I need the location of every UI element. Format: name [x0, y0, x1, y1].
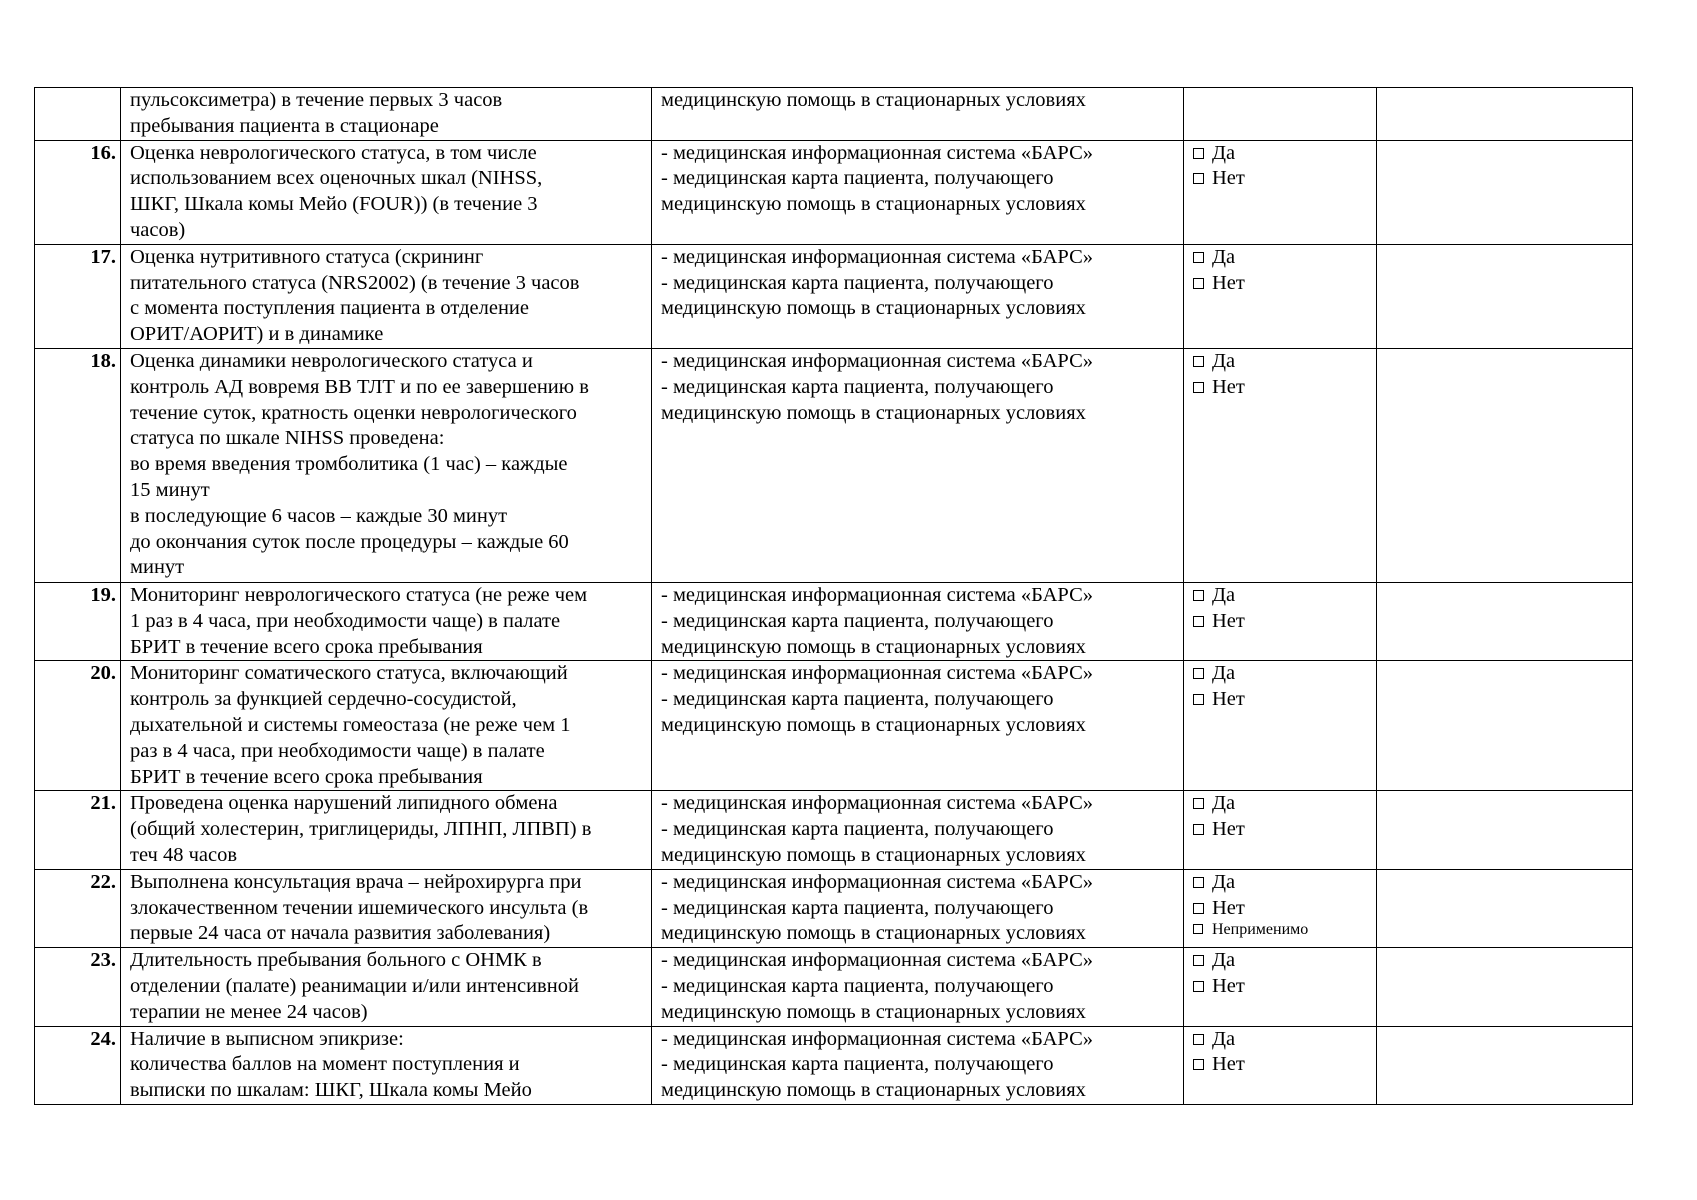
- notes-cell[interactable]: [1377, 948, 1633, 1026]
- checkbox-label: Нет: [1212, 1053, 1245, 1076]
- criterion-text-line: (общий холестерин, триглицериды, ЛПНП, ЛПВП) в: [130, 818, 592, 841]
- checkbox-icon[interactable]: [1193, 981, 1204, 992]
- criterion-cell: [121, 661, 652, 791]
- checkbox-label: Да: [1212, 1027, 1236, 1050]
- criterion-text-line: дыхательной и системы гомеостаза (не реже чем 1: [130, 713, 571, 736]
- source-text-line: - медицинская карта пациента, получающего: [661, 167, 1054, 190]
- criterion-text-line: Оценка нутритивного статуса (скрининг: [130, 245, 484, 268]
- source-text-line: медицинскую помощь в стационарных условиях: [661, 843, 1086, 866]
- source-text-line: - медицинская карта пациента, получающего: [661, 896, 1054, 919]
- notes-cell[interactable]: [1377, 348, 1633, 582]
- answer-cell: [1184, 88, 1377, 141]
- answer-checkbox-option[interactable]: [1193, 349, 1372, 375]
- row-number-cell: [35, 140, 121, 244]
- criterion-text-line: Наличие в выписном эпикризе:: [130, 1027, 404, 1050]
- checkbox-label: Да: [1212, 870, 1236, 893]
- criterion-text-line: ОРИТ/АОРИТ) и в динамике: [130, 323, 384, 346]
- criterion-text-line: Мониторинг соматического статуса, включающий: [130, 662, 568, 685]
- answer-checkbox-option[interactable]: [1193, 141, 1372, 167]
- checkbox-icon[interactable]: [1193, 694, 1204, 705]
- source-text-line: медицинскую помощь в стационарных условиях: [661, 193, 1086, 216]
- table-row: [35, 348, 1633, 582]
- checkbox-icon[interactable]: [1193, 1059, 1204, 1070]
- source-cell: [652, 1026, 1184, 1104]
- notes-cell[interactable]: [1377, 791, 1633, 869]
- checkbox-icon[interactable]: [1193, 924, 1203, 934]
- source-cell: [652, 869, 1184, 947]
- criterion-text-line: с момента поступления пациента в отделение: [130, 297, 529, 320]
- answer-checkbox-option[interactable]: [1193, 948, 1372, 974]
- checkbox-icon[interactable]: [1193, 148, 1204, 159]
- source-text-line: - медицинская карта пациента, получающего: [661, 1053, 1054, 1076]
- checkbox-icon[interactable]: [1193, 173, 1204, 184]
- checkbox-label: Нет: [1212, 167, 1245, 190]
- criterion-cell: [121, 869, 652, 947]
- table-row: [35, 948, 1633, 1026]
- checkbox-label: Да: [1212, 792, 1236, 815]
- checkbox-icon[interactable]: [1193, 668, 1204, 679]
- criterion-text-line: ШКГ, Шкала комы Мейо (FOUR)) (в течение 3: [130, 193, 538, 216]
- checkbox-icon[interactable]: [1193, 877, 1204, 888]
- source-text-line: - медицинская карта пациента, получающего: [661, 974, 1054, 997]
- row-number-cell: [35, 244, 121, 348]
- checkbox-icon[interactable]: [1193, 382, 1204, 393]
- criterion-cell: [121, 791, 652, 869]
- criterion-cell: [121, 948, 652, 1026]
- source-cell: [652, 88, 1184, 141]
- checkbox-icon[interactable]: [1193, 955, 1204, 966]
- answer-checkbox-option[interactable]: [1193, 375, 1372, 401]
- checkbox-icon[interactable]: [1193, 903, 1204, 914]
- checkbox-icon[interactable]: [1193, 252, 1204, 263]
- criterion-text-line: Оценка динамики неврологического статуса и: [130, 349, 533, 372]
- source-text-line: медицинскую помощь в стационарных условиях: [661, 401, 1086, 424]
- row-number: 23.: [90, 949, 116, 972]
- table-row: [35, 791, 1633, 869]
- row-number: 22.: [90, 870, 116, 893]
- criterion-text-line: первые 24 часа от начала развития заболевания): [130, 922, 551, 945]
- answer-checkbox-option[interactable]: [1193, 583, 1372, 609]
- checkbox-label: Нет: [1212, 818, 1245, 841]
- criterion-text-line: теч 48 часов: [130, 843, 238, 866]
- criterion-cell: [121, 140, 652, 244]
- answer-cell: [1184, 791, 1377, 869]
- table-row: [35, 1026, 1633, 1104]
- source-text-line: - медицинская информационная система «БАРС»: [661, 949, 1094, 972]
- checkbox-label: Да: [1212, 662, 1236, 685]
- answer-checkbox-option[interactable]: [1193, 817, 1372, 843]
- source-text-line: - медицинская информационная система «БАРС»: [661, 349, 1094, 372]
- criterion-text-line: количества баллов на момент поступления и: [130, 1053, 520, 1076]
- source-text-line: - медицинская карта пациента, получающего: [661, 375, 1054, 398]
- criterion-text-line: питательного статуса (NRS2002) (в течение 3 часов: [130, 271, 580, 294]
- source-cell: [652, 140, 1184, 244]
- criterion-text-line: Оценка неврологического статуса, в том числе: [130, 141, 537, 164]
- source-text-line: медицинскую помощь в стационарных условиях: [661, 1000, 1086, 1023]
- source-text-line: - медицинская информационная система «БАРС»: [661, 792, 1094, 815]
- source-text-line: - медицинская информационная система «БАРС»: [661, 141, 1094, 164]
- source-text-line: медицинскую помощь в стационарных условиях: [661, 89, 1086, 111]
- table-row: [35, 869, 1633, 947]
- answer-checkbox-option[interactable]: [1193, 271, 1372, 297]
- row-number: 16.: [90, 141, 116, 164]
- checkbox-label: Нет: [1212, 609, 1245, 632]
- criterion-text-line: пульсоксиметра) в течение первых 3 часов: [130, 89, 503, 111]
- source-cell: [652, 661, 1184, 791]
- notes-cell[interactable]: [1377, 244, 1633, 348]
- row-number: 17.: [90, 245, 116, 268]
- answer-cell: [1184, 348, 1377, 582]
- checkbox-label: Да: [1212, 349, 1236, 372]
- table-row: [35, 661, 1633, 791]
- source-text-line: - медицинская информационная система «БАРС»: [661, 870, 1094, 893]
- checkbox-label: Нет: [1212, 688, 1245, 711]
- notes-cell[interactable]: [1377, 582, 1633, 660]
- checklist-table: [34, 87, 1633, 1105]
- checkbox-label: Да: [1212, 245, 1236, 268]
- row-number-cell: [35, 869, 121, 947]
- row-number-cell: [35, 791, 121, 869]
- row-number-cell: [35, 1026, 121, 1104]
- notes-cell[interactable]: [1377, 869, 1633, 947]
- checkbox-label: Неприменимо: [1212, 921, 1309, 939]
- criterion-cell: [121, 88, 652, 141]
- checkbox-icon[interactable]: [1193, 1034, 1204, 1045]
- answer-checkbox-option[interactable]: [1193, 1027, 1372, 1053]
- criterion-text-line: контроль за функцией сердечно-сосудистой,: [130, 688, 517, 711]
- table-row: [35, 88, 1633, 141]
- row-number-cell: [35, 88, 121, 141]
- row-number-cell: [35, 348, 121, 582]
- source-text-line: - медицинская информационная система «БАРС»: [661, 662, 1094, 685]
- source-cell: [652, 348, 1184, 582]
- answer-checkbox-option[interactable]: [1193, 661, 1372, 687]
- criterion-text-line: 15 минут: [130, 478, 210, 501]
- criterion-text-line: пребывания пациента в стационаре: [130, 114, 439, 137]
- answer-checkbox-option[interactable]: [1193, 166, 1372, 192]
- checkbox-label: Да: [1212, 141, 1236, 164]
- criterion-cell: [121, 244, 652, 348]
- criterion-text-line: статуса по шкале NIHSS проведена:: [130, 427, 445, 450]
- row-number: 19.: [90, 583, 116, 606]
- checkbox-label: Да: [1212, 583, 1236, 606]
- criterion-text-line: использованием всех оценочных шкал (NIHSS,: [130, 167, 543, 190]
- row-number: 21.: [90, 792, 116, 815]
- source-text-line: - медицинская карта пациента, получающего: [661, 609, 1054, 632]
- criterion-text-line: терапии не менее 24 часов): [130, 1000, 368, 1023]
- table-row: [35, 140, 1633, 244]
- checkbox-label: Нет: [1212, 271, 1245, 294]
- checkbox-icon[interactable]: [1193, 616, 1204, 627]
- answer-cell: [1184, 244, 1377, 348]
- source-text-line: медицинскую помощь в стационарных условиях: [661, 922, 1086, 945]
- criterion-text-line: контроль АД вовремя ВВ ТЛТ и по ее завершению в: [130, 375, 589, 398]
- answer-checkbox-option[interactable]: [1193, 245, 1372, 271]
- criterion-text-line: выписки по шкалам: ШКГ, Шкала комы Мейо: [130, 1079, 532, 1102]
- checkbox-label: Нет: [1212, 375, 1245, 398]
- checkbox-icon[interactable]: [1193, 590, 1204, 601]
- criterion-text-line: БРИТ в течение всего срока пребывания: [130, 635, 483, 658]
- source-text-line: медицинскую помощь в стационарных условиях: [661, 635, 1086, 658]
- answer-checkbox-option[interactable]: [1193, 791, 1372, 817]
- source-text-line: - медицинская карта пациента, получающего: [661, 818, 1054, 841]
- row-number: 18.: [90, 349, 116, 372]
- criterion-text-line: Проведена оценка нарушений липидного обмена: [130, 792, 558, 815]
- source-text-line: медицинскую помощь в стационарных условиях: [661, 1079, 1086, 1102]
- answer-checkbox-option[interactable]: [1193, 687, 1372, 713]
- criterion-cell: [121, 348, 652, 582]
- source-cell: [652, 244, 1184, 348]
- criterion-text-line: раз в 4 часа, при необходимости чаще) в палате: [130, 739, 545, 762]
- table-row: [35, 244, 1633, 348]
- criterion-text-line: Длительность пребывания больного с ОНМК в: [130, 949, 542, 972]
- source-text-line: медицинскую помощь в стационарных условиях: [661, 297, 1086, 320]
- source-text-line: медицинскую помощь в стационарных условиях: [661, 713, 1086, 736]
- criterion-text-line: Выполнена консультация врача – нейрохирурга при: [130, 870, 582, 893]
- notes-cell[interactable]: [1377, 88, 1633, 141]
- answer-checkbox-option[interactable]: [1193, 974, 1372, 1000]
- source-text-line: - медицинская карта пациента, получающего: [661, 688, 1054, 711]
- source-text-line: - медицинская информационная система «БАРС»: [661, 1027, 1094, 1050]
- checkbox-icon[interactable]: [1193, 356, 1204, 367]
- criterion-text-line: злокачественном течении ишемического инсульта (в: [130, 896, 589, 919]
- checkbox-label: Нет: [1212, 896, 1245, 919]
- checkbox-icon[interactable]: [1193, 278, 1204, 289]
- row-number: 20.: [90, 662, 116, 685]
- table-row: [35, 582, 1633, 660]
- checkbox-icon[interactable]: [1193, 798, 1204, 809]
- notes-cell[interactable]: [1377, 1026, 1633, 1104]
- answer-cell: [1184, 1026, 1377, 1104]
- source-cell: [652, 948, 1184, 1026]
- row-number: 24.: [90, 1027, 116, 1050]
- criterion-text-line: в последующие 6 часов – каждые 30 минут: [130, 504, 508, 527]
- answer-cell: [1184, 948, 1377, 1026]
- checkbox-icon[interactable]: [1193, 824, 1204, 835]
- source-cell: [652, 582, 1184, 660]
- notes-cell[interactable]: [1377, 140, 1633, 244]
- criterion-text-line: минут: [130, 556, 185, 579]
- answer-cell: [1184, 869, 1377, 947]
- criterion-text-line: во время введения тромболитика (1 час) – каждые: [130, 453, 568, 476]
- answer-checkbox-option[interactable]: [1193, 896, 1372, 922]
- checkbox-label: Нет: [1212, 974, 1245, 997]
- notes-cell[interactable]: [1377, 661, 1633, 791]
- answer-checkbox-option[interactable]: [1193, 870, 1372, 896]
- row-number-cell: [35, 661, 121, 791]
- criterion-text-line: Мониторинг неврологического статуса (не реже чем: [130, 583, 588, 606]
- answer-cell: [1184, 661, 1377, 791]
- answer-cell: [1184, 582, 1377, 660]
- criterion-text-line: до окончания суток после процедуры – каждые 60: [130, 530, 569, 553]
- answer-checkbox-option[interactable]: [1193, 609, 1372, 635]
- answer-checkbox-option[interactable]: [1193, 1052, 1372, 1078]
- criterion-cell: [121, 1026, 652, 1104]
- row-number-cell: [35, 582, 121, 660]
- criterion-text-line: отделении (палате) реанимации и/или интенсивной: [130, 974, 579, 997]
- answer-cell: [1184, 140, 1377, 244]
- criterion-cell: [121, 582, 652, 660]
- source-text-line: - медицинская информационная система «БАРС»: [661, 583, 1094, 606]
- row-number-cell: [35, 948, 121, 1026]
- criterion-text-line: 1 раз в 4 часа, при необходимости чаще) в палате: [130, 609, 561, 632]
- criterion-text-line: часов): [130, 218, 186, 241]
- source-cell: [652, 791, 1184, 869]
- source-text-line: - медицинская информационная система «БАРС»: [661, 245, 1094, 268]
- criterion-text-line: БРИТ в течение всего срока пребывания: [130, 765, 483, 788]
- criterion-text-line: течение суток, кратность оценки неврологического: [130, 401, 577, 424]
- source-text-line: - медицинская карта пациента, получающего: [661, 271, 1054, 294]
- answer-checkbox-option[interactable]: [1193, 921, 1372, 939]
- checkbox-label: Да: [1212, 949, 1236, 972]
